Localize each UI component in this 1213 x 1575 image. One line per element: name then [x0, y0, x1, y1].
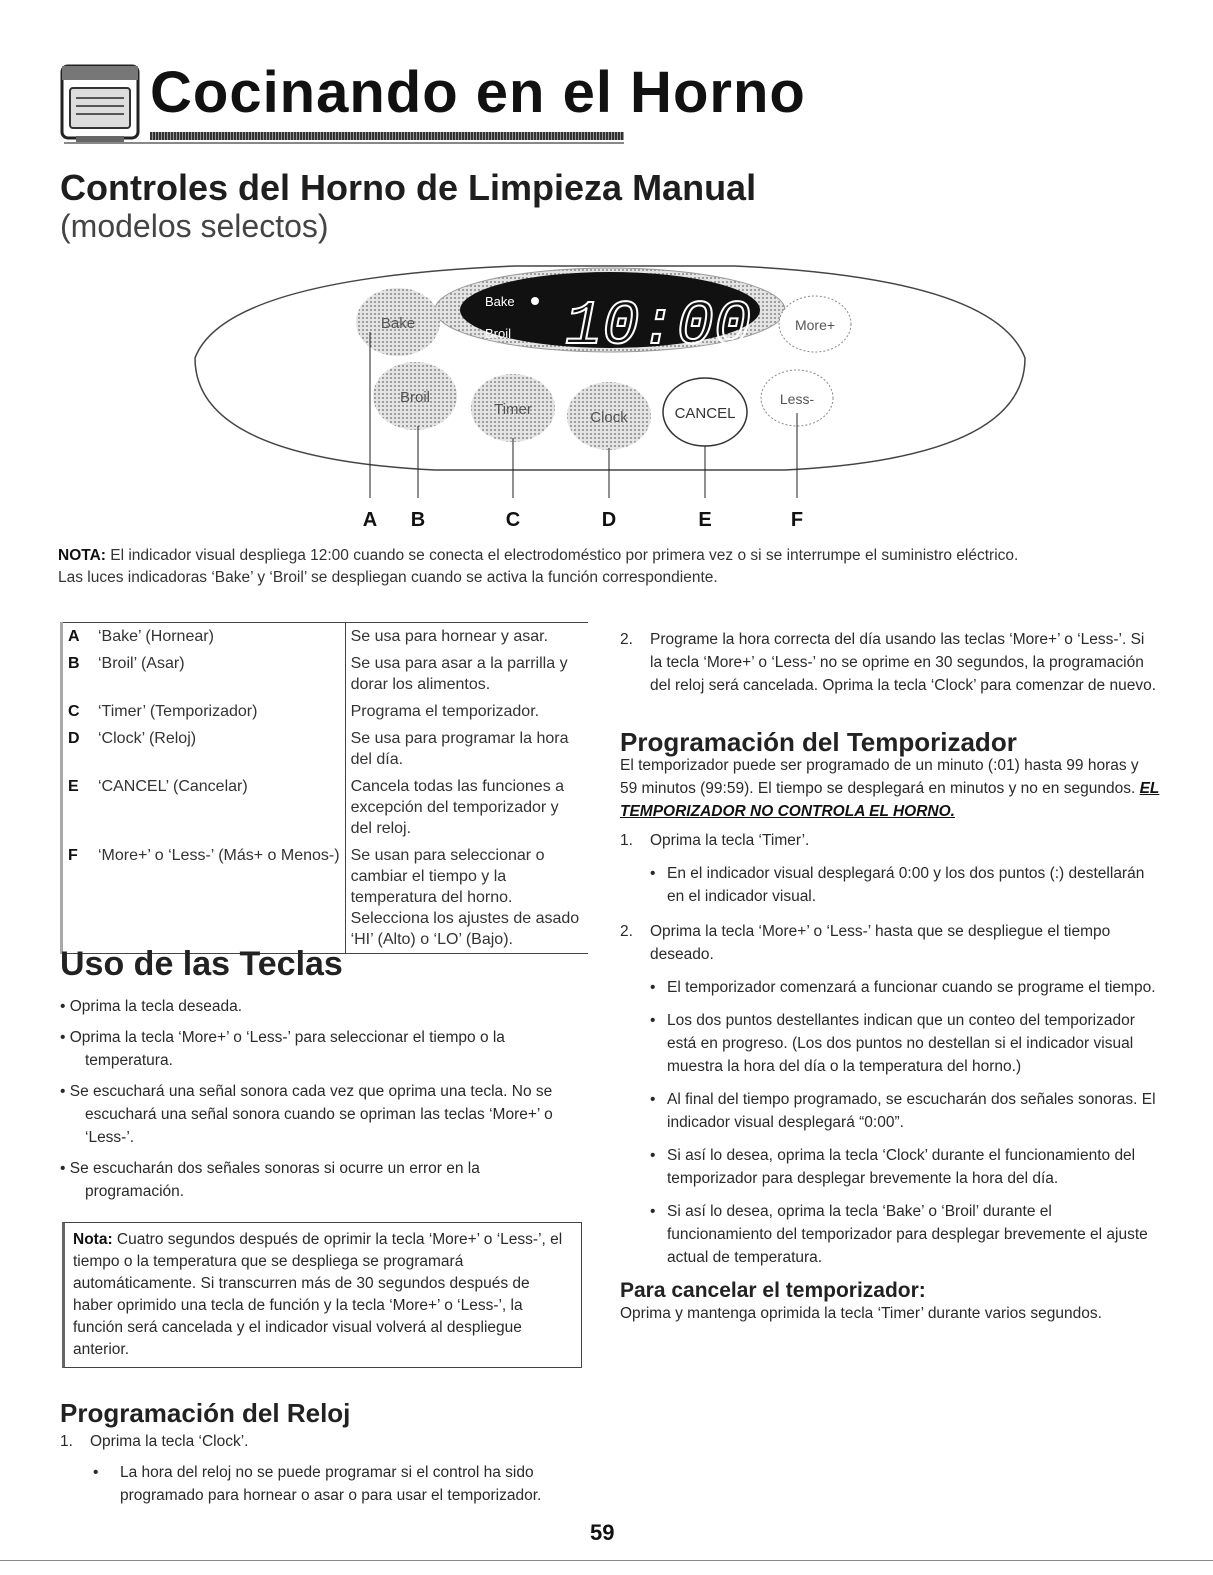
key-name: ‘Clock’ (Reloj)	[93, 725, 345, 773]
uso-list	[60, 995, 580, 1211]
svg-text:CANCEL: CANCEL	[674, 405, 736, 422]
reloj-step-1: Oprima la tecla ‘Clock’.	[90, 1433, 249, 1450]
key-letter: D	[62, 725, 94, 773]
list-item: • Si así lo desea, oprima la tecla ‘Bake’ o ‘Broil’ durante el funcionamiento del temporizador para desplegar brevemente el ajuste actual de temperatura.	[620, 1200, 1160, 1269]
temporizador-intro: El temporizador puede ser programado de un minuto (:01) hasta 99 horas y 59 minutos (99:59). El tiempo se desplegará en minutos y no en segundos. EL TEMPORIZADOR NO CONTROLA EL HORNO.	[620, 757, 1160, 820]
nota-label: NOTA:	[58, 547, 106, 564]
section-title: Cocinando en el Horno	[150, 60, 806, 125]
key-letter: C	[62, 698, 94, 725]
nota-box-text: Cuatro segundos después de oprimir la tecla ‘More+’ o ‘Less-’, el tiempo o la temperatura que se despliega se programará automáticamente. Si transcurren más de 30 segundos después de haber oprimido una tecla de función y la tecla ‘More+’ o ‘Less-’, la función será cancelada y el indicador visual volverá al despliegue anterior.	[73, 1231, 563, 1358]
nota-text-2: Las luces indicadoras ‘Bake’ y ‘Broil’ se despliegan cuando se activa la función correspondiente.	[58, 569, 718, 586]
temporizador-warning: EL TEMPORIZADOR NO CONTROLA EL HORNO.	[620, 780, 1160, 820]
nota-note	[58, 545, 1178, 589]
list-item: • Se escucharán dos señales sonoras si ocurre un error en la programación.	[60, 1160, 480, 1200]
nota-box-label: Nota:	[73, 1231, 113, 1248]
page-number: 59	[590, 1520, 615, 1545]
title-rule-thin	[64, 142, 624, 144]
svg-text:Bake: Bake	[380, 315, 416, 332]
table-row	[62, 842, 589, 954]
oven-icon	[58, 62, 142, 146]
temporizador-step-1-bullet: • En el indicador visual desplegará 0:00 y los dos puntos (:) destellarán en el indicador visual.	[620, 862, 1160, 908]
cancel-button[interactable]	[663, 378, 747, 446]
key-description: Se usa para hornear y asar.	[345, 623, 588, 651]
callout-f: F	[790, 509, 804, 531]
svg-text:More+: More+	[794, 317, 836, 333]
page-subheading: (modelos selectos)	[60, 208, 329, 244]
list-item: • Oprima la tecla deseada.	[60, 998, 243, 1015]
table-row	[62, 698, 589, 725]
key-letter: A	[62, 623, 94, 651]
page-heading: Controles del Horno de Limpieza Manual	[60, 167, 757, 208]
callout-e: E	[698, 509, 712, 531]
cancelar-text: Oprima y mantenga oprimida la tecla ‘Timer’ durante varios segundos.	[620, 1305, 1102, 1322]
temporizador-heading: Programación del Temporizador	[620, 727, 1017, 757]
more-button[interactable]	[779, 296, 851, 352]
callout-d: D	[601, 509, 617, 531]
svg-text:Broil: Broil	[399, 389, 431, 406]
callout-b: B	[410, 509, 426, 531]
timer-button[interactable]	[471, 374, 555, 442]
list-item: • Se escuchará una señal sonora cada vez que oprima una tecla. No se escuchará una señal sonora cuando se opriman las teclas ‘More+’ o ‘Less-’.	[60, 1083, 553, 1146]
key-name: ‘Broil’ (Asar)	[93, 650, 345, 698]
key-letter: E	[62, 773, 94, 842]
svg-text:Clock: Clock	[590, 409, 628, 426]
key-name: ‘Bake’ (Hornear)	[93, 623, 345, 651]
table-row	[62, 623, 589, 651]
nota-box	[62, 1222, 582, 1368]
nota-text-1: El indicador visual despliega 12:00 cuando se conecta el electrodoméstico por primera vez o si se interrumpe el suministro eléctrico.	[105, 547, 1019, 564]
key-description: Programa el temporizador.	[350, 703, 540, 720]
svg-text:Less-: Less-	[779, 391, 815, 407]
list-item: • Oprima la tecla ‘More+’ o ‘Less-’ para seleccionar el tiempo o la temperatura.	[60, 1029, 505, 1069]
display-time: 10:00	[565, 291, 752, 362]
callout-c: C	[505, 509, 521, 531]
reloj-step-1-bullet: • La hora del reloj no se puede programar si el control ha sido programado para hornear o asar o para usar el temporizador.	[60, 1461, 580, 1507]
list-item: • Si así lo desea, oprima la tecla ‘Clock’ durante el funcionamiento del temporizador para desplegar brevemente la hora del día.	[620, 1144, 1160, 1190]
key-name: ‘More+’ o ‘Less-’ (Más+ o Menos-)	[93, 842, 345, 954]
svg-text:Timer: Timer	[494, 401, 532, 418]
uso-heading: Uso de las Teclas	[60, 945, 343, 983]
bottom-rule	[0, 1560, 1213, 1561]
key-description: Se usa para asar a la parrilla y dorar los alimentos.	[350, 655, 568, 693]
clock-button[interactable]	[567, 382, 651, 450]
table-row	[62, 725, 589, 773]
key-name: ‘CANCEL’ (Cancelar)	[93, 773, 345, 842]
list-item: • Al final del tiempo programado, se escucharán dos señales sonoras. El indicador visual desplegará “0:00”.	[620, 1088, 1160, 1134]
broil-indicator: Broil	[485, 326, 512, 341]
key-description: Se usan para seleccionar o cambiar el tiempo y la temperatura del horno. Selecciona los ajustes de asado ‘HI’ (Alto) o ‘LO’ (Bajo).	[345, 842, 588, 954]
table-row	[62, 773, 589, 842]
control-panel-diagram	[185, 248, 1035, 538]
right-column: 2. Programe la hora correcta del día usando las teclas ‘More+’ o ‘Less-’. Si la tecla ‘More+’ o ‘Less-’ no se oprime en 30 segundos, la programación del reloj será cancelada. Oprima la tecla ‘Clock’ para comenzar de nuevo. Programación del Temporizador El temporizador puede ser programado de un minuto (:01) hasta 99 horas y 59 minutos (99:59). El tiempo se desplegará en minutos y no en segundos. EL TEMPORIZADOR NO CONTROLA EL HORNO. 1. Oprima la tecla ‘Timer’. • En el indicador visual desplegará 0:00 y los dos puntos (:) destellarán en el indicador visual. 2. Oprima la tecla ‘More+’ o ‘Less-’ hasta que se despliegue el tiempo deseado. • El temporizador comenzará a funcionar cuando se programe el tiempo. • Los dos puntos destellantes indican que un conteo del temporizador está en progreso. (Los dos puntos no destellan si el indicador visual muestra la hora del día o la temperatura del horno.) • Al final del tiempo programado, se escucharán dos señales sonoras. El indicador visual desplegará “0:00”. • Si así lo desea, oprima la tecla ‘Clock’ durante el funcionamiento del temporizador para desplegar brevemente la hora del día. • Si así lo desea, oprima la tecla ‘Bake’ o ‘Broil’ durante el funcionamiento del temporizador para desplegar brevemente el ajuste actual de temperatura. Para cancelar el temporizador: Oprima y mantenga oprimida la tecla ‘Timer’ durante varios segundos.	[620, 622, 1160, 1325]
bake-button[interactable]	[356, 288, 440, 356]
reloj-steps: 1. Oprima la tecla ‘Clock’. • La hora del reloj no se puede programar si el control ha sido programado para hornear o asar o para usar el temporizador.	[60, 1430, 580, 1507]
key-description: Se usa para programar la hora del día.	[350, 730, 569, 768]
key-legend-table	[60, 622, 588, 954]
reloj-step-2: Programe la hora correcta del día usando las teclas ‘More+’ o ‘Less-’. Si la tecla ‘More+’ o ‘Less-’ no se oprime en 30 segundos, la programación del reloj será cancelada. Oprima la tecla ‘Clock’ para comenzar de nuevo.	[650, 631, 1157, 694]
key-letter: B	[62, 650, 94, 698]
temporizador-step-2: Oprima la tecla ‘More+’ o ‘Less-’ hasta que se despliegue el tiempo deseado.	[650, 923, 1111, 963]
key-letter: F	[62, 842, 94, 954]
temporizador-step-1: Oprima la tecla ‘Timer’.	[650, 832, 810, 849]
list-item: • El temporizador comenzará a funcionar cuando se programe el tiempo.	[620, 976, 1160, 999]
key-description: Cancela todas las funciones a excepción del temporizador y del reloj.	[350, 778, 565, 837]
cancelar-heading: Para cancelar el temporizador:	[620, 1279, 926, 1302]
bake-indicator: Bake	[485, 294, 515, 309]
list-item: • Los dos puntos destellantes indican que un conteo del temporizador está en progreso. (Los dos puntos no destellan si el indicador visual muestra la hora del día o la temperatura del horno.)	[620, 1009, 1160, 1078]
callout-a: A	[362, 509, 378, 531]
title-rule	[150, 132, 624, 140]
reloj-heading: Programación del Reloj	[60, 1398, 351, 1428]
broil-button[interactable]	[373, 362, 457, 430]
table-row	[62, 650, 589, 698]
key-name: ‘Timer’ (Temporizador)	[93, 698, 345, 725]
